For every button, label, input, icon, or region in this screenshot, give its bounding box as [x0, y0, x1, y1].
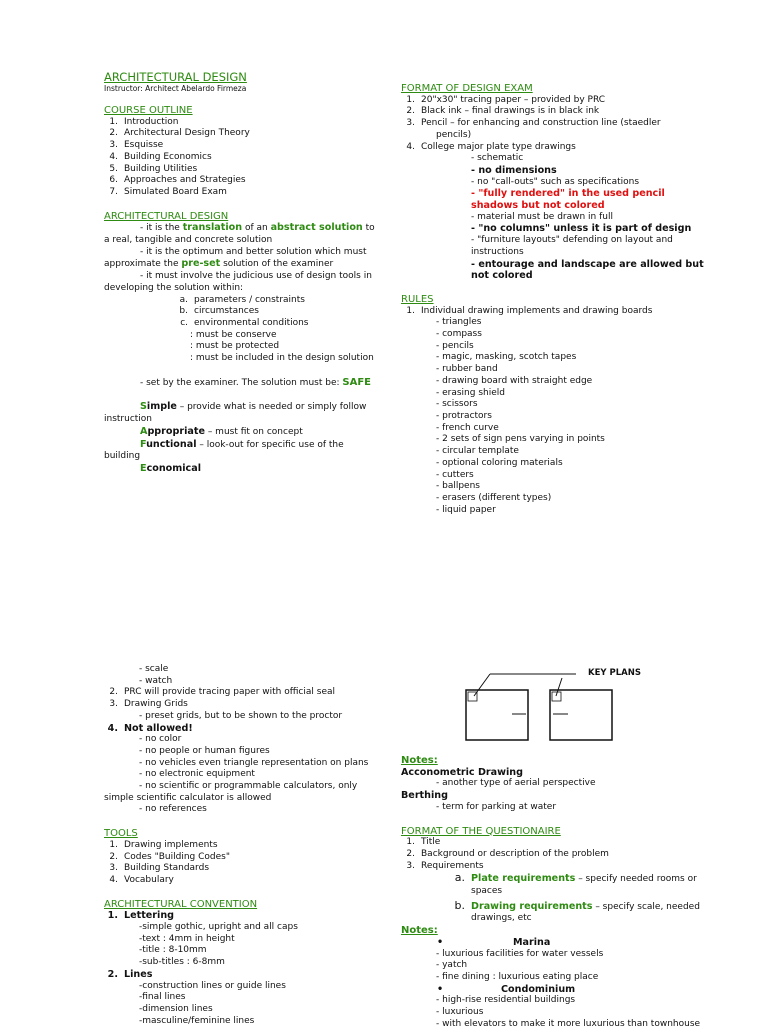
- convention-heading: ARCHITECTURAL CONVENTION: [104, 898, 258, 910]
- tools-heading: TOOLS: [104, 828, 138, 840]
- list-item: spaces: [471, 886, 503, 897]
- list-item: - 2 sets of sign pens varying in points: [436, 434, 605, 445]
- list-item: 6. Approaches and Strategies: [109, 175, 246, 186]
- list-item: - no electronic equipment: [139, 769, 255, 780]
- list-item: a. parameters / constraints: [179, 294, 305, 305]
- list-item: simple scientific calculator is allowed: [104, 792, 272, 803]
- definition-line: - it must involve the judicious use of design tools in: [140, 271, 372, 282]
- list-item: b. Drawing requirements – specify scale, needed: [454, 898, 700, 912]
- list-item: - compass: [436, 329, 482, 340]
- item-text: - no dimensions: [471, 164, 557, 176]
- list-item: 1. Title: [406, 837, 441, 848]
- left-column-upper: [104, 70, 374, 476]
- list-item: 2. Black ink – final drawings is in black ink: [406, 106, 600, 117]
- list-item: - optional coloring materials: [436, 457, 563, 468]
- rules-list: [401, 306, 701, 318]
- condo-list: [401, 995, 711, 1030]
- list-item: - fine dining : luxurious eating place: [436, 971, 599, 982]
- must-list: [104, 330, 374, 365]
- list-item: - yatch: [436, 960, 468, 971]
- left-column-lower: [104, 664, 384, 1027]
- list-item: - no scientific or programmable calculators, only: [139, 781, 358, 792]
- format-exam-heading: FORMAT OF DESIGN EXAM: [401, 83, 533, 94]
- list-item: 3. Requirements: [406, 860, 484, 871]
- list-item: - luxurious facilities for water vessels: [436, 948, 604, 959]
- definition-line: - it is the translation of an abstract solution to: [140, 222, 375, 234]
- list-item: - watch: [139, 675, 173, 686]
- item-text: not colored: [471, 270, 533, 282]
- implements-list: [401, 317, 701, 516]
- list-item: drawings, etc: [471, 913, 532, 924]
- list-item: 4. Vocabulary: [109, 874, 174, 885]
- list-item: - no vehicles even triangle representation on plans: [139, 757, 369, 768]
- list-item: -title : 8-10mm: [139, 945, 207, 956]
- list-item: - circular template: [436, 446, 519, 457]
- list-item: - with elevators to make it more luxurious than townhouse: [436, 1018, 701, 1029]
- format-exam-list: [401, 95, 701, 154]
- list-item: - liquid paper: [436, 504, 496, 515]
- list-item: - no references: [139, 804, 207, 815]
- item-text: instructions: [471, 246, 524, 257]
- note-marina: • Marina: [437, 936, 551, 948]
- list-item: -sub-titles : 6-8mm: [139, 957, 225, 968]
- list-item: : must be conserve: [190, 329, 277, 340]
- item-text: - material must be drawn in full: [471, 211, 613, 222]
- list-item: a. Plate requirements – specify needed rooms or: [454, 871, 697, 885]
- list-item: - pencils: [436, 340, 474, 351]
- course-outline-list: [104, 117, 374, 199]
- item-text: - schematic: [471, 153, 524, 164]
- list-item: - preset grids, but to be shown to the proctor: [139, 710, 343, 721]
- list-item: c. environmental conditions: [180, 317, 309, 328]
- list-item: - no color: [139, 734, 182, 745]
- list-item: 3. Drawing Grids: [109, 699, 188, 710]
- safe-line: - set by the examiner. The solution must be: SAFE: [140, 376, 371, 388]
- list-item: - scale: [139, 664, 169, 674]
- list-item: 5. Building Utilities: [109, 163, 198, 174]
- list-item: b. circumstances: [179, 306, 259, 317]
- list-item: - rubber band: [436, 364, 498, 375]
- term: Acconometric Drawing: [401, 766, 523, 778]
- list-item: 1. Introduction: [109, 116, 179, 127]
- marina-list: [401, 949, 711, 984]
- safe-functional: Functional – look-out for specific use of the: [140, 438, 344, 450]
- list-item: : must be included in the design solution: [190, 353, 374, 364]
- key-plans-diagram: [460, 664, 670, 744]
- list-item: 7. Simulated Board Exam: [109, 186, 227, 197]
- list-item: - french curve: [436, 422, 499, 433]
- rules-heading: RULES: [401, 293, 434, 305]
- list-item: -final lines: [139, 992, 186, 1003]
- item-text: - entourage and landscape are allowed but: [471, 258, 704, 270]
- item-text: shadows but not colored: [471, 200, 605, 212]
- list-item: - luxurious: [436, 1007, 484, 1018]
- list-item: 4. Not allowed!: [107, 722, 193, 734]
- list-item: - no people or human figures: [139, 745, 270, 756]
- item-text: - no "call-outs" such as specifications: [471, 176, 640, 187]
- definition-line: developing the solution within:: [104, 282, 244, 293]
- list-item: - erasers (different types): [436, 492, 552, 503]
- list-item: 1. Drawing implements: [109, 839, 218, 850]
- not-allowed-list: [104, 734, 384, 793]
- definition: - another type of aerial perspective: [436, 778, 596, 789]
- list-item: - magic, masking, scotch tapes: [436, 352, 577, 363]
- right-column-upper: [401, 83, 704, 516]
- right-column-lower: [401, 755, 711, 1030]
- list-item: 2. Architectural Design Theory: [109, 128, 250, 139]
- list-item: - ballpens: [436, 481, 480, 492]
- list-item: 3. Building Standards: [109, 863, 210, 874]
- arch-design-heading: ARCHITECTURAL DESIGN: [104, 210, 229, 222]
- instructor-line: Instructor: Architect Abelardo Firmeza: [104, 84, 247, 93]
- course-outline-heading: COURSE OUTLINE: [104, 105, 193, 116]
- list-item: : must be protected: [190, 341, 280, 352]
- list-item: -masculine/feminine lines: [139, 1015, 255, 1026]
- definition-line: a real, tangible and concrete solution: [104, 235, 273, 246]
- list-item: 1. Individual drawing implements and drawing boards: [406, 305, 653, 316]
- questionaire-heading: FORMAT OF THE QUESTIONAIRE: [401, 825, 561, 837]
- lines-list: [104, 981, 384, 1028]
- questionaire-list: [401, 837, 711, 872]
- lettering-list: [104, 922, 384, 969]
- requirements-list: [401, 872, 711, 925]
- key-plans-label: KEY PLANS: [588, 668, 641, 678]
- list-item: 3. Pencil – for enhancing and construction line (staedler: [406, 118, 661, 129]
- safe-appropriate: Appropriate – must fit on concept: [140, 425, 303, 437]
- list-item: - scissors: [436, 399, 478, 410]
- sub-list: [104, 295, 374, 330]
- key-plan-box-1: [466, 690, 528, 740]
- list-item: - cutters: [436, 469, 474, 480]
- plate-requirements: [401, 153, 704, 282]
- list-item: - erasing shield: [436, 387, 505, 398]
- key-plan-box-2: [550, 690, 612, 740]
- list-item: 2. PRC will provide tracing paper with official seal: [109, 687, 335, 698]
- definition-line: approximate the pre-set solution of the examiner: [104, 258, 334, 270]
- item-text: - "no columns" unless it is part of design: [471, 223, 692, 235]
- list-item: 4. College major plate type drawings: [406, 141, 576, 152]
- list-item: 2. Lines: [107, 968, 153, 980]
- key-plan-pointer-1: [474, 674, 490, 696]
- list-item: - protractors: [436, 410, 492, 421]
- note-condominium: • Condominium: [437, 983, 576, 995]
- list-item: 1. 20"x30" tracing paper – provided by PRC: [406, 94, 606, 105]
- list-item: - high-rise residential buildings: [436, 995, 576, 1006]
- list-item: 2. Codes "Building Codes": [109, 851, 230, 862]
- notes2-heading: Notes:: [401, 925, 438, 937]
- list-item: - triangles: [436, 317, 482, 328]
- list-item: pencils): [436, 129, 472, 140]
- item-text: - "fully rendered" in the used pencil: [471, 188, 665, 200]
- definition-line: - it is the optimum and better solution which must: [140, 246, 367, 257]
- safe-simple: Simple – provide what is needed or simply follow: [140, 401, 367, 413]
- tools-list: [104, 840, 384, 887]
- list-item: 4. Building Economics: [109, 151, 212, 162]
- page-title: ARCHITECTURAL DESIGN: [104, 70, 247, 84]
- list-item: -text : 4mm in height: [139, 933, 235, 944]
- term: Berthing: [401, 790, 448, 802]
- list-item: -dimension lines: [139, 1003, 213, 1014]
- list-item: 1. Lettering: [107, 910, 175, 922]
- notes-heading: Notes:: [401, 755, 438, 766]
- safe-economical: Economical: [140, 462, 201, 474]
- bullet-icon: •: [437, 936, 444, 948]
- safe-functional-cont: building: [104, 451, 141, 462]
- safe-simple-cont: instruction: [104, 414, 153, 425]
- list-item: 2. Background or description of the problem: [406, 848, 609, 859]
- definition: - term for parking at water: [436, 801, 557, 812]
- item-text: - "furniture layouts" defending on layout and: [471, 235, 673, 246]
- list-item: -simple gothic, upright and all caps: [139, 922, 298, 933]
- bullet-icon: •: [437, 983, 444, 995]
- list-item: -construction lines or guide lines: [139, 980, 286, 991]
- list-item: 3. Esquisse: [109, 140, 164, 151]
- list-item: - drawing board with straight edge: [436, 375, 593, 386]
